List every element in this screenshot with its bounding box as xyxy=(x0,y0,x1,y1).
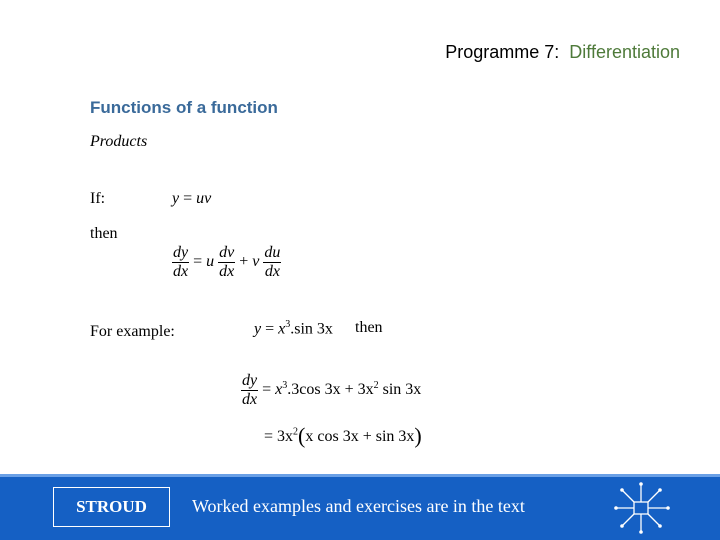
example-label: For example: xyxy=(90,323,175,340)
section-title: Functions of a function xyxy=(90,98,278,117)
example-dy-dx-fraction: $\frac{dy}{dx}$ xyxy=(242,372,258,408)
footer-stripe xyxy=(0,474,720,477)
network-logo-icon xyxy=(612,480,672,536)
footer-caption: Worked examples and exercises are in the text xyxy=(192,496,525,516)
programme-header xyxy=(0,42,680,63)
stroud-brand-box: STROUD xyxy=(53,487,170,527)
rule-u: u xyxy=(206,253,215,271)
rule-v: v xyxy=(252,253,260,271)
rule-y: y xyxy=(172,190,180,207)
programme-topic: Differentiation xyxy=(569,42,680,62)
dv-dx-fraction: $\frac{dv}{dx}$ xyxy=(219,244,235,280)
programme-label: Programme 7: xyxy=(445,42,560,62)
rule-uv: uv xyxy=(196,190,212,207)
then-label: then xyxy=(90,225,118,242)
example-derivative-line-2: = $3x^2(x$ cos 3x + sin 3x) xyxy=(264,423,422,448)
if-label: If: xyxy=(90,190,106,207)
example-function: $y = x^3.\sin$ 3x xyxy=(254,319,333,338)
dy-dx-fraction: $\frac{dy}{dx}$ xyxy=(173,244,189,280)
example-derivative-line-1: $\frac{dy}{dx}$ = $x^3.3\cos$ $3x + 3x^2$ sin 3x xyxy=(242,372,422,408)
section-subtitle: Products xyxy=(90,133,148,150)
product-rule-formula: $\frac{dy}{dx}$ = u $\frac{dv}{dx}$ + v $\frac{du}{dx}$ xyxy=(173,244,281,280)
example-then-label: then xyxy=(355,319,383,336)
rule-function: y = uv xyxy=(172,190,212,207)
du-dx-fraction: $\frac{du}{dx}$ xyxy=(264,244,281,280)
